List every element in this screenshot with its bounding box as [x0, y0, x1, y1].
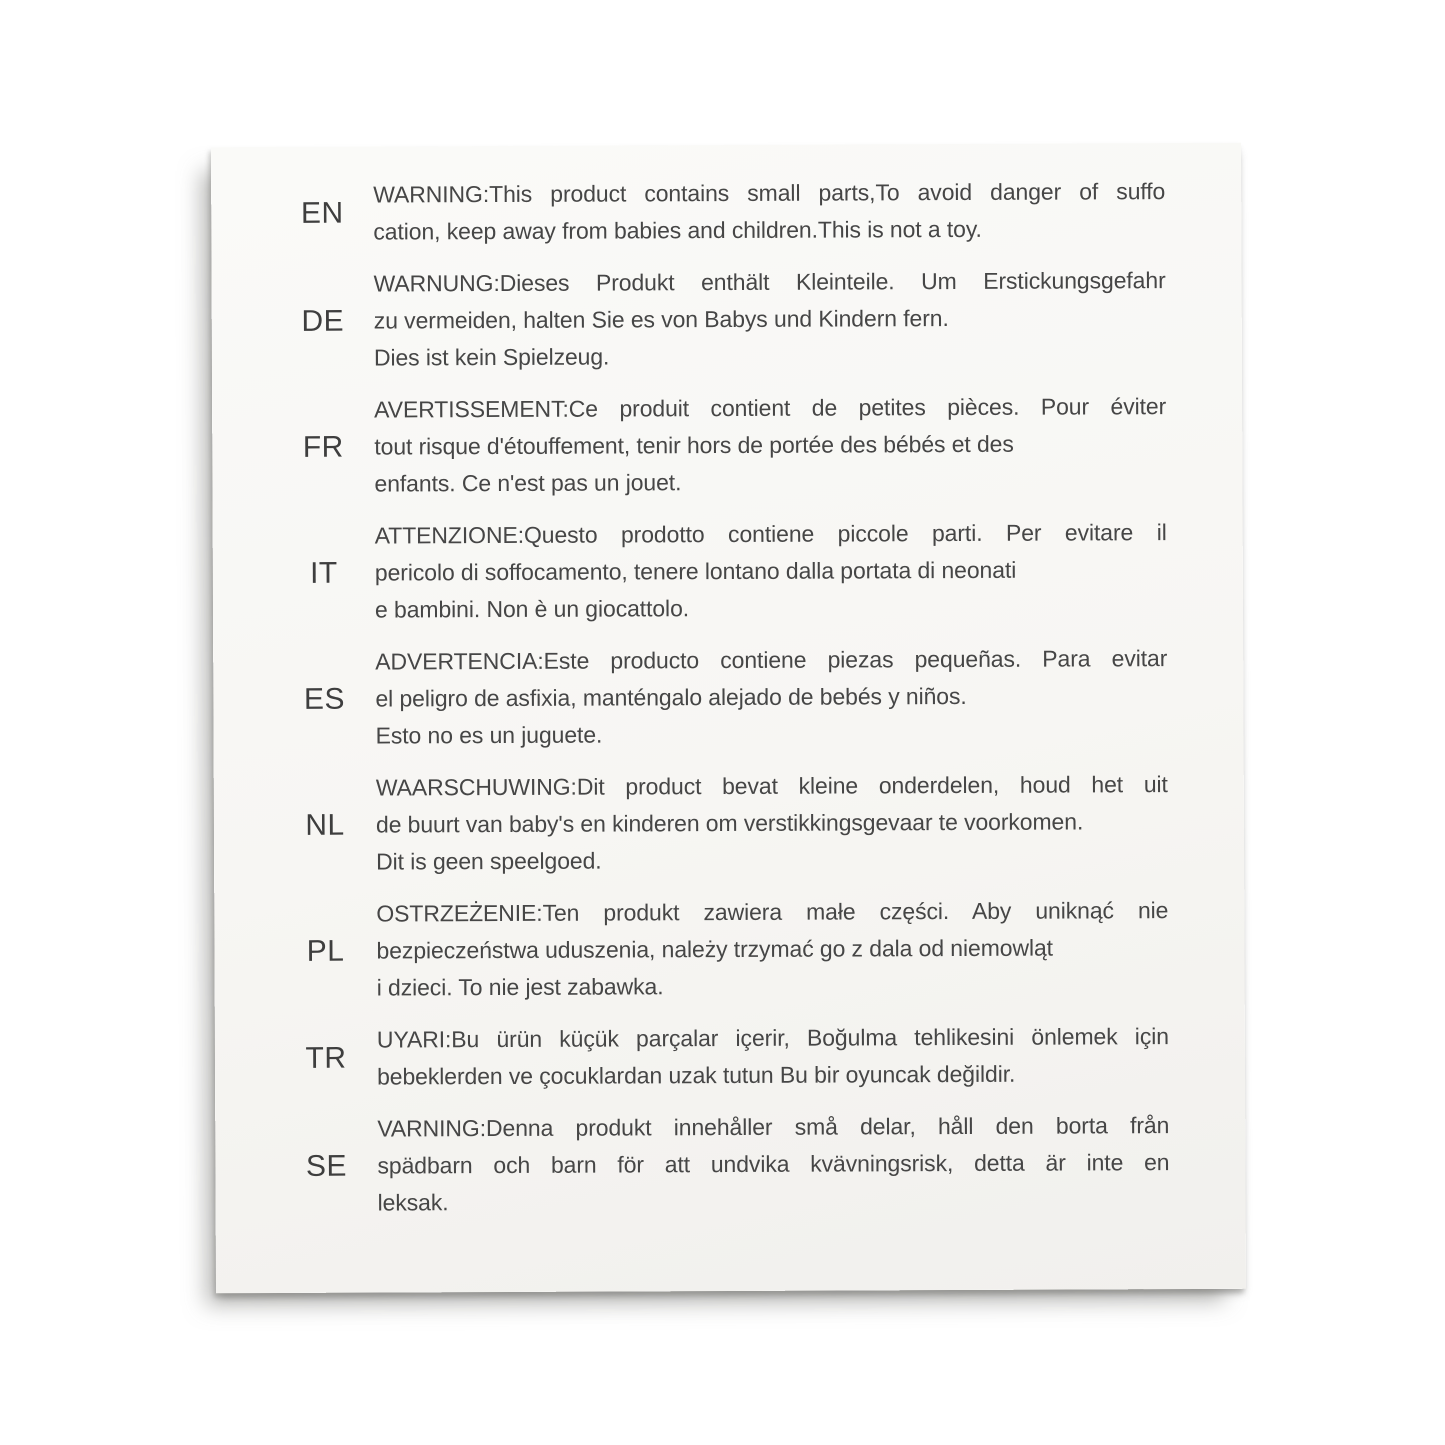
warning-section-fr	[212, 388, 1166, 503]
warning-text-it	[375, 514, 1167, 628]
warning-section-en	[211, 173, 1165, 251]
language-code-en: EN	[300, 196, 344, 230]
language-code-it: IT	[309, 556, 338, 590]
warning-text-line: i dzieci. To nie jest zabawka.	[376, 973, 664, 1001]
warning-text-se	[377, 1107, 1169, 1221]
warning-section-se	[215, 1107, 1169, 1222]
language-code-pl: PL	[306, 934, 345, 968]
warning-text-line: el peligro de asfixia, manténgalo alejado de bebés y niños.	[375, 682, 967, 712]
warning-text-pl	[376, 892, 1168, 1006]
warning-text-de	[374, 262, 1166, 376]
warning-text-nl	[376, 766, 1168, 880]
warning-text-en	[373, 173, 1165, 250]
warning-text-line: UYARI:Bu ürün küçük parçalar içerir, Boğulma tehlikesini önlemek için	[376, 1023, 1169, 1053]
warning-text-line: Esto no es un juguete.	[375, 721, 603, 749]
warning-text-line: ATTENZIONE:Questo prodotto contiene piccole parti. Per evitare il	[374, 519, 1167, 549]
warning-text-line: bezpieczeństwa uduszenia, należy trzymać go z dala od niemowląt	[376, 934, 1053, 964]
warning-section-it	[213, 514, 1167, 629]
warning-text-line: ADVERTENCIA:Este producto contiene piezas pequeñas. Para evitar	[375, 645, 1168, 675]
warning-text-line: WARNING:This product contains small parts,To avoid danger of suffo	[373, 178, 1166, 208]
warning-text-line: WARNUNG:Dieses Produkt enthält Kleinteile. Um Erstickungsgefahr	[373, 267, 1166, 297]
warning-text-line: Dit is geen speelgoed.	[376, 847, 602, 875]
warning-section-pl	[214, 892, 1168, 1007]
warning-text-line: AVERTISSEMENT:Ce produit contient de petites pièces. Pour éviter	[374, 393, 1167, 423]
warning-text-line: de buurt van baby's en kinderen om verstikkingsgevaar te voorkomen.	[375, 808, 1084, 838]
warning-section-nl	[214, 766, 1168, 881]
warning-text-line: Dies ist kein Spielzeug.	[373, 343, 610, 371]
warning-text-es	[375, 640, 1167, 754]
warning-section-tr	[215, 1018, 1169, 1096]
warning-text-line: spädbarn och barn för att undvika kvävningsrisk, detta är inte en	[377, 1149, 1170, 1179]
warning-text-line: e bambini. Non è un giocattolo.	[374, 595, 690, 623]
language-code-tr: TR	[305, 1041, 347, 1075]
language-code-de: DE	[301, 304, 345, 338]
warning-text-fr	[374, 388, 1166, 502]
language-code-nl: NL	[305, 808, 345, 842]
warning-text-line: leksak.	[377, 1189, 449, 1216]
warning-label-paper	[211, 143, 1246, 1293]
warning-text-line: zu vermeiden, halten Sie es von Babys und Kindern fern.	[373, 305, 949, 334]
warning-text-line: pericolo di soffocamento, tenere lontano dalla portata di neonati	[374, 556, 1017, 586]
warning-text-tr	[377, 1018, 1169, 1095]
warning-text-line: cation, keep away from babies and children.This is not a toy.	[373, 215, 982, 245]
warning-text-line: OSTRZEŻENIE:Ten produkt zawiera małe części. Aby uniknąć nie	[376, 897, 1169, 927]
language-code-se: SE	[305, 1149, 348, 1183]
language-code-fr: FR	[302, 430, 344, 464]
warning-text-line: bebeklerden ve çocuklardan uzak tutun Bu bir oyuncak değildir.	[377, 1060, 1016, 1090]
warning-section-es	[213, 640, 1167, 755]
warning-text-line: tout risque d'étouffement, tenir hors de portée des bébés et des	[374, 430, 1014, 460]
warning-text-line: WAARSCHUWING:Dit product bevat kleine onderdelen, houd het uit	[375, 771, 1168, 801]
warning-text-line: enfants. Ce n'est pas un jouet.	[374, 469, 682, 497]
warning-section-de	[212, 262, 1166, 377]
language-code-es: ES	[303, 682, 345, 716]
warning-text-line: VARNING:Denna produkt innehåller små delar, håll den borta från	[377, 1112, 1170, 1142]
